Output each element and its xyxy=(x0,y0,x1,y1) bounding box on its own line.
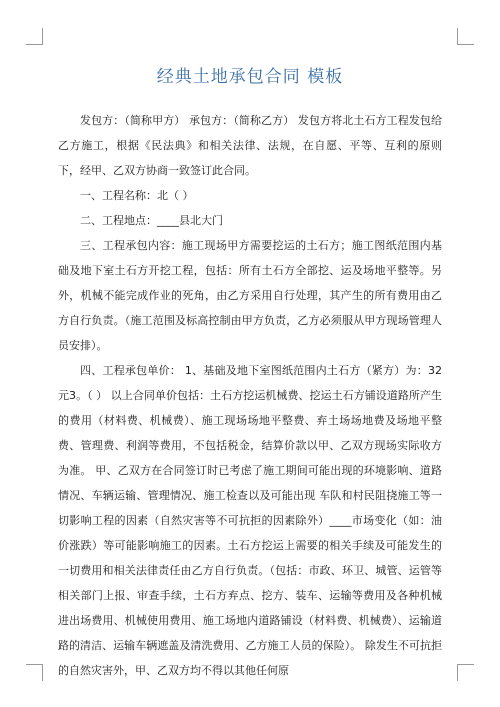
paragraph-intro: 发包方：（简称甲方） 承包方：（简称乙方） 发包方将北土石方工程发包给乙方施工，根据《民法典》和相关法律、法规，在自愿、平等、互利的原则下，经甲、乙双方协商一致签订此合同。 xyxy=(58,114,442,177)
paragraph-contract-scope: 三、工程承包内容：施工现场甲方需要挖运的土石方；施工图纸范围内基础及地下室土石方开挖工程，包括：所有土石方全部挖、运及场地平整等。另外，机械不能完成作业的死角，由乙方采用自行处理，其产生的所有费用由乙方自行负责。（施工范围及标高控制由甲方负责，乙方必须服从甲方现场管理人员安排）。 xyxy=(58,239,442,352)
crop-mark-bottom-left xyxy=(26,664,43,681)
document-title: 经典土地承包合同 模板 xyxy=(156,67,344,87)
crop-mark-top-right xyxy=(457,28,474,45)
paragraph-project-name: 一、工程名称：北（ ） xyxy=(80,189,194,202)
crop-mark-bottom-right xyxy=(457,664,474,681)
document-body xyxy=(58,108,442,683)
paragraph-project-location: 二、工程地点：____县北大门 xyxy=(80,214,223,227)
crop-mark-top-left xyxy=(26,28,43,45)
paragraph-unit-price: 四、工程承包单价： 1、基础及地下室图纸范围内土石方（紧方）为：32元3。（ ） 以上合同单价包括：土石方挖运机械费、挖运土石方铺设道路所产生的费用（材料费、机械费）、施工现场场地平整费、弃土场场地费及场地平整费、管理费、利润等费用，不包括税金，结算价款以甲、乙双方现场实际收方为准。 甲、乙双方在合同签订时已考虑了施工期间可能出现的环境影响、道路情况、车辆运输、管理情况、施工检查以及可能出现 车队和村民阻挠施工等一切影响工程的因素（自然灾害等不可抗拒的因素除外）____市场变化（如：油价涨跌）等可能影响施工的因素。土石方挖运上需要的相关手续及可能发生的一切费用和相关法律责任由乙方自行负责。（包括：市政、环卫、城管、运管等相关部门上报、审查手续，土石方弃点、挖方、装车、运输等费用及各种机械进出场费用、机械使用费用、施工场地内道路铺设（材料费、机械费）、运输道路的清洁、运输车辆遮盖及清洗费用、乙方施工人员的保险）。 除发生不可抗拒的自然灾害外，甲、乙双方均不得以其他任何原 xyxy=(58,364,442,677)
